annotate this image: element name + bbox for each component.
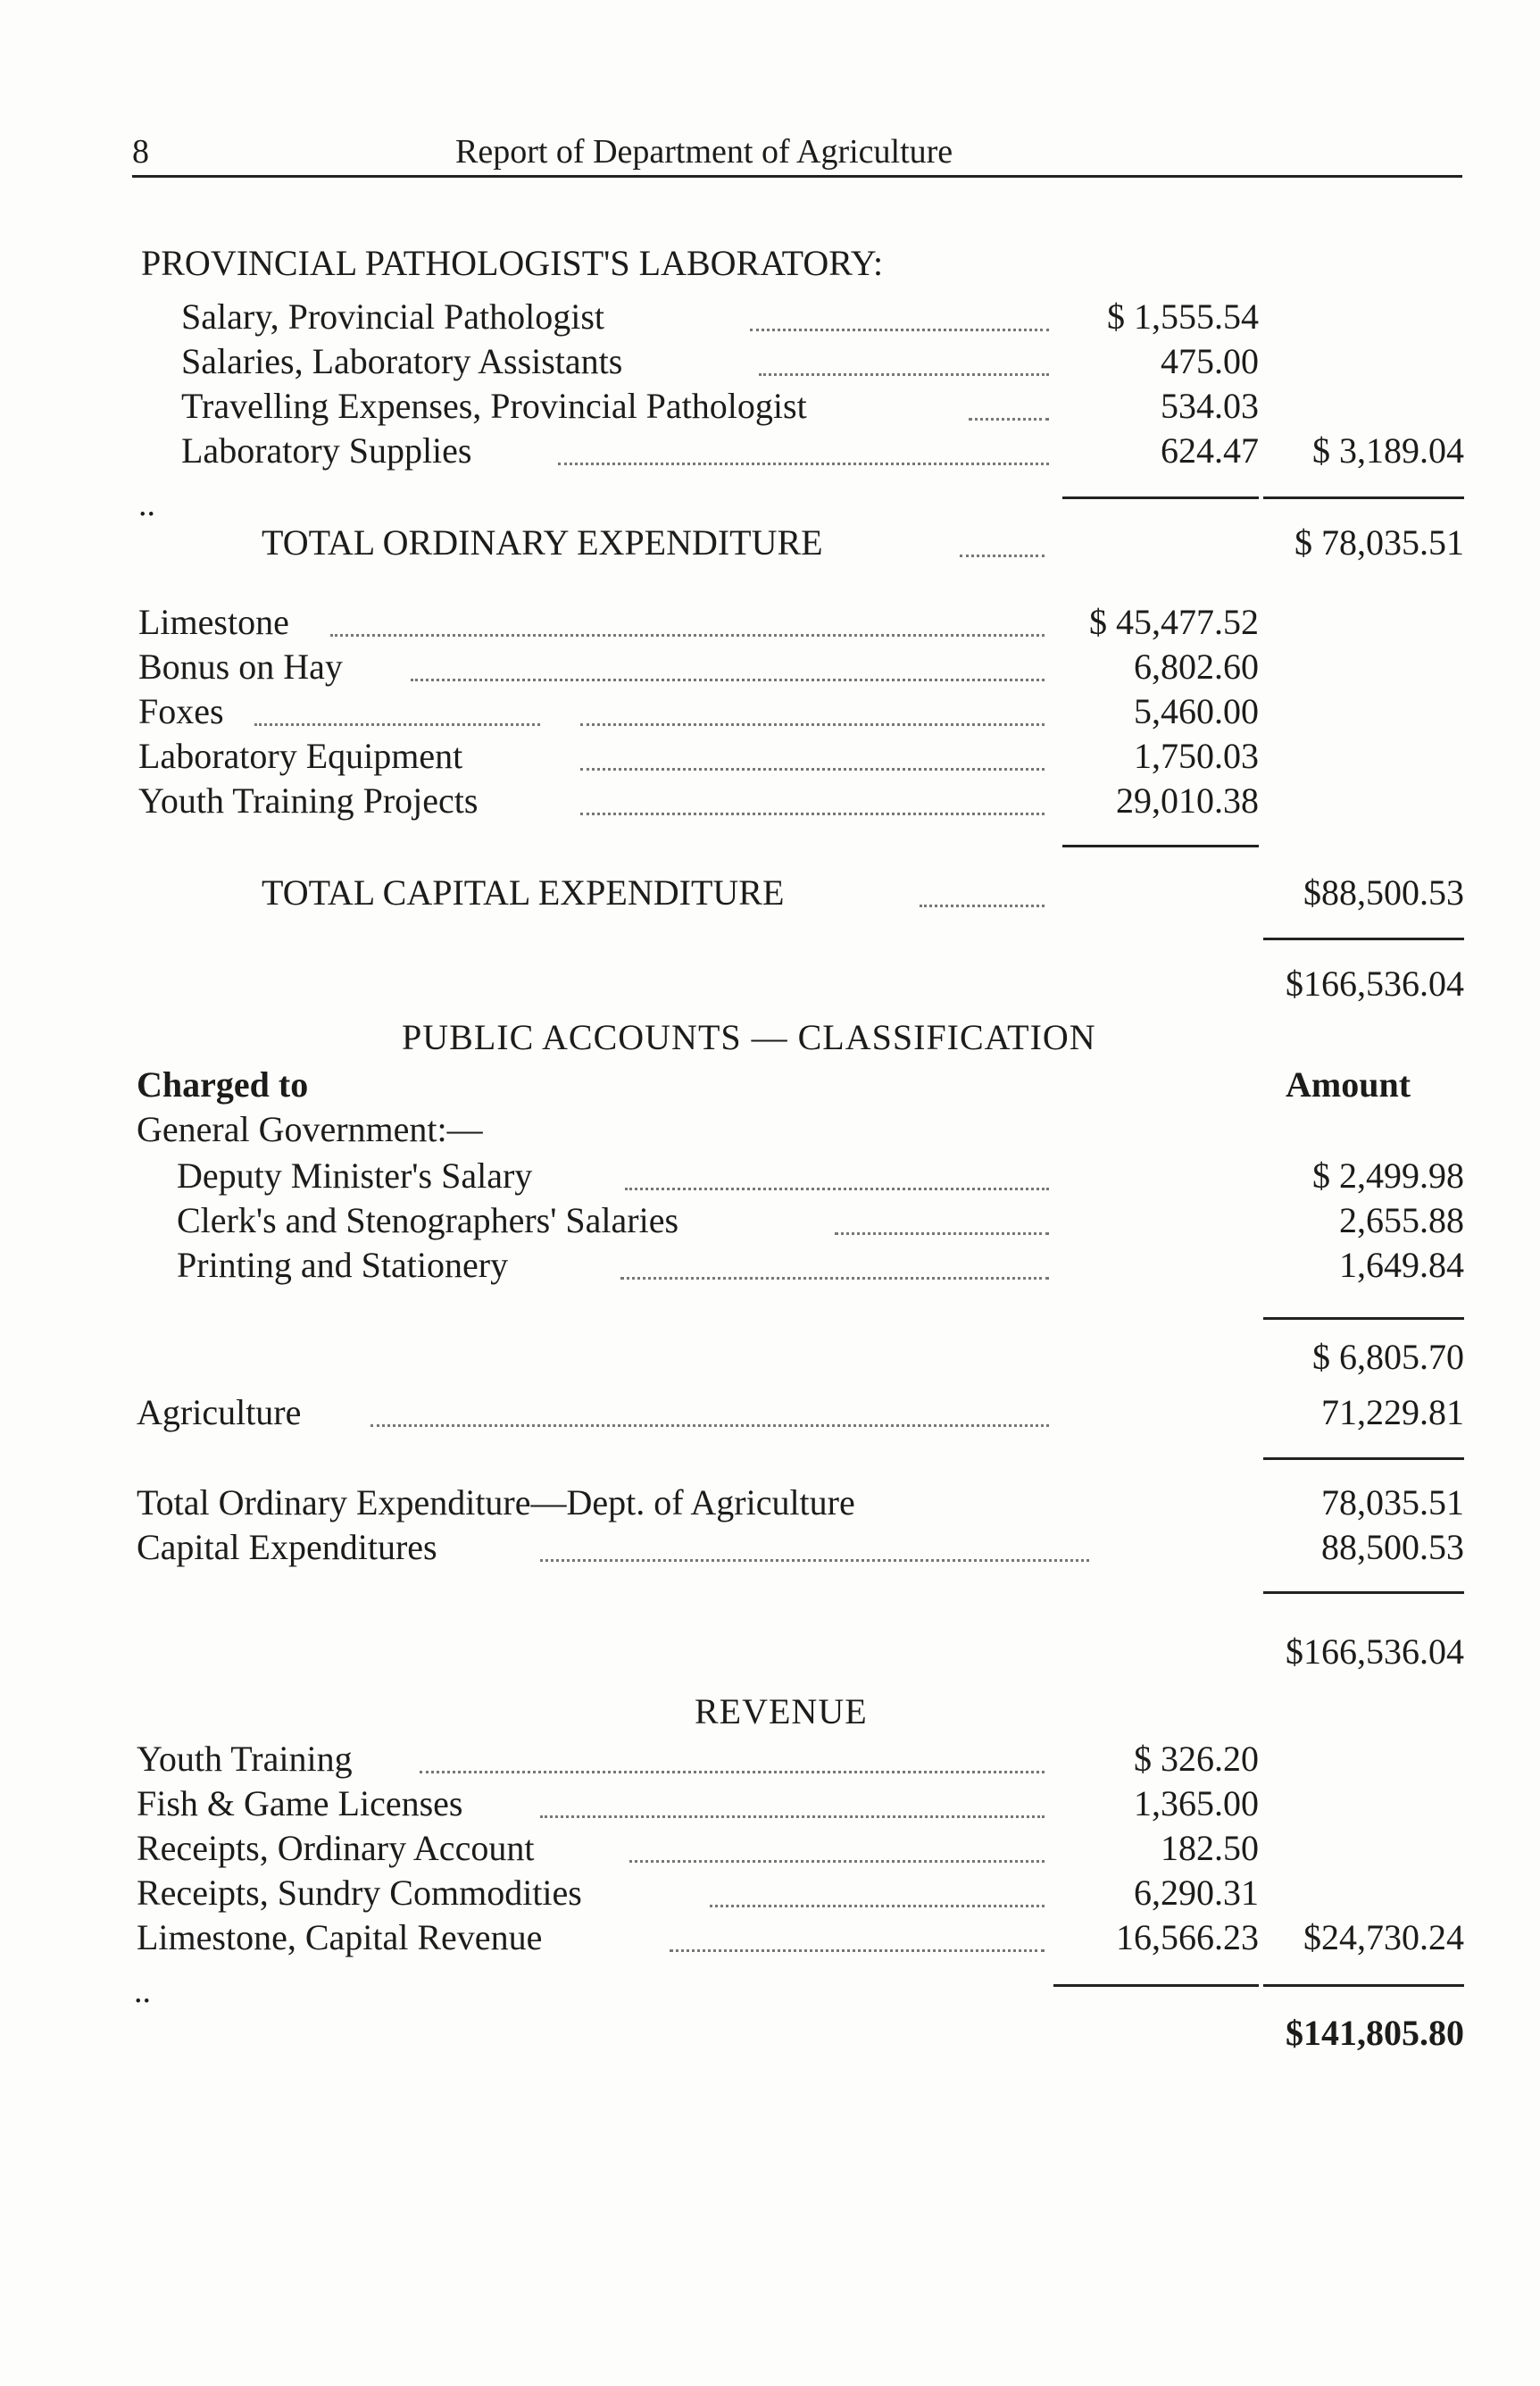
dot-leader: [370, 1424, 1049, 1427]
total-capital-label: TOTAL CAPITAL EXPENDITURE: [262, 872, 785, 913]
total-rule: [1263, 1317, 1464, 1320]
line-item-amount: 71,229.81: [1321, 1392, 1464, 1432]
line-item-amount: 6,802.60: [1134, 647, 1259, 687]
dot-leader: [629, 1860, 1045, 1863]
line-item-amount: 6,290.31: [1134, 1873, 1259, 1913]
net-total-amount: $141,805.80: [1286, 2013, 1464, 2053]
column-header-charged: Charged to: [137, 1064, 309, 1105]
grand-total-amount: $166,536.04: [1286, 1631, 1464, 1672]
page-number: 8: [132, 133, 149, 171]
subtotal-amount: $ 6,805.70: [1312, 1337, 1464, 1377]
dot-leader: [580, 768, 1045, 771]
total-rule: [1263, 496, 1464, 499]
total-rule: [1053, 1984, 1259, 1987]
line-item-amount: $ 45,477.52: [1089, 602, 1259, 642]
line-item-label: Receipts, Sundry Commodities: [137, 1873, 582, 1913]
line-item-amount: 88,500.53: [1321, 1527, 1464, 1567]
line-item-label: Agriculture: [137, 1392, 302, 1432]
line-item-label: Receipts, Ordinary Account: [137, 1828, 535, 1868]
dot-leader: [920, 905, 1045, 907]
line-item-amount: 78,035.51: [1321, 1482, 1464, 1523]
category-label: General Government:—: [137, 1109, 483, 1149]
running-title: Report of Department of Agriculture: [455, 133, 953, 171]
dot-leader: [625, 1188, 1049, 1190]
line-item-amount: 624.47: [1161, 430, 1259, 471]
dot-leader: [670, 1949, 1045, 1952]
line-item-label: Fish & Game Licenses: [137, 1783, 463, 1823]
dot-leader: [960, 555, 1045, 557]
column-header-amount: Amount: [1286, 1064, 1411, 1105]
dot-leader: [330, 634, 1045, 637]
total-ordinary-label: TOTAL ORDINARY EXPENDITURE: [262, 522, 823, 563]
dot-leader: [254, 723, 540, 726]
total-rule: [1062, 496, 1259, 499]
dot-leader: [750, 329, 1049, 331]
dot-leader: [540, 1559, 1089, 1562]
line-item-amount: $ 1,555.54: [1107, 296, 1259, 337]
dot-leader: [835, 1232, 1049, 1235]
line-item-label: Foxes: [138, 691, 224, 731]
line-item-amount: 16,566.23: [1116, 1917, 1259, 1957]
line-item-label: Laboratory Supplies: [181, 430, 472, 471]
line-item-label: Limestone: [138, 602, 289, 642]
dot-leader: [620, 1277, 1049, 1280]
dot-leader: [420, 1771, 1045, 1773]
line-item-amount: 2,655.88: [1339, 1200, 1464, 1240]
stray-mark: ..: [138, 486, 155, 523]
header-rule: [132, 175, 1462, 178]
line-item-label: Capital Expenditures: [137, 1527, 437, 1567]
line-item-amount: $ 2,499.98: [1312, 1155, 1464, 1196]
line-item-amount: 475.00: [1161, 341, 1259, 381]
dot-leader: [580, 813, 1045, 815]
stray-mark: ..: [134, 1973, 151, 2010]
dot-leader: [759, 373, 1049, 376]
dot-leader: [969, 418, 1049, 421]
dot-leader: [540, 1815, 1045, 1818]
line-item-label: Total Ordinary Expenditure—Dept. of Agriculture: [137, 1482, 855, 1523]
classification-heading: PUBLIC ACCOUNTS — CLASSIFICATION: [402, 1017, 1096, 1057]
revenue-heading: REVENUE: [695, 1691, 868, 1731]
dot-leader: [580, 723, 1045, 726]
total-ordinary-amount: $ 78,035.51: [1294, 522, 1464, 563]
line-item-label: Salaries, Laboratory Assistants: [181, 341, 623, 381]
line-item-amount: 1,365.00: [1134, 1783, 1259, 1823]
section-subtotal: $ 3,189.04: [1312, 430, 1464, 471]
line-item-amount: 182.50: [1161, 1828, 1259, 1868]
line-item-amount: 1,750.03: [1134, 736, 1259, 776]
line-item-label: Youth Training: [137, 1739, 353, 1779]
total-rule: [1263, 1457, 1464, 1460]
dot-leader: [558, 463, 1049, 465]
total-capital-amount: $88,500.53: [1303, 872, 1464, 913]
grand-total-amount: $166,536.04: [1286, 964, 1464, 1004]
line-item-amount: 534.03: [1161, 386, 1259, 426]
line-item-amount: 29,010.38: [1116, 780, 1259, 821]
line-item-label: Salary, Provincial Pathologist: [181, 296, 605, 337]
line-item-label: Travelling Expenses, Provincial Pathologist: [181, 386, 807, 426]
line-item-label: Youth Training Projects: [138, 780, 479, 821]
line-item-amount: 1,649.84: [1339, 1245, 1464, 1285]
line-item-label: Deputy Minister's Salary: [177, 1155, 533, 1196]
dot-leader: [710, 1905, 1045, 1907]
total-rule: [1062, 845, 1259, 847]
line-item-label: Limestone, Capital Revenue: [137, 1917, 543, 1957]
line-item-label: Bonus on Hay: [138, 647, 343, 687]
line-item-amount: $ 326.20: [1134, 1739, 1259, 1779]
total-rule: [1263, 938, 1464, 940]
revenue-subtotal: $24,730.24: [1303, 1917, 1464, 1957]
dot-leader: [411, 679, 1045, 681]
line-item-label: Printing and Stationery: [177, 1245, 509, 1285]
total-rule: [1263, 1591, 1464, 1594]
line-item-label: Clerk's and Stenographers' Salaries: [177, 1200, 679, 1240]
line-item-label: Laboratory Equipment: [138, 736, 463, 776]
line-item-amount: 5,460.00: [1134, 691, 1259, 731]
section-heading: PROVINCIAL PATHOLOGIST'S LABORATORY:: [141, 243, 884, 283]
total-rule: [1263, 1984, 1464, 1987]
